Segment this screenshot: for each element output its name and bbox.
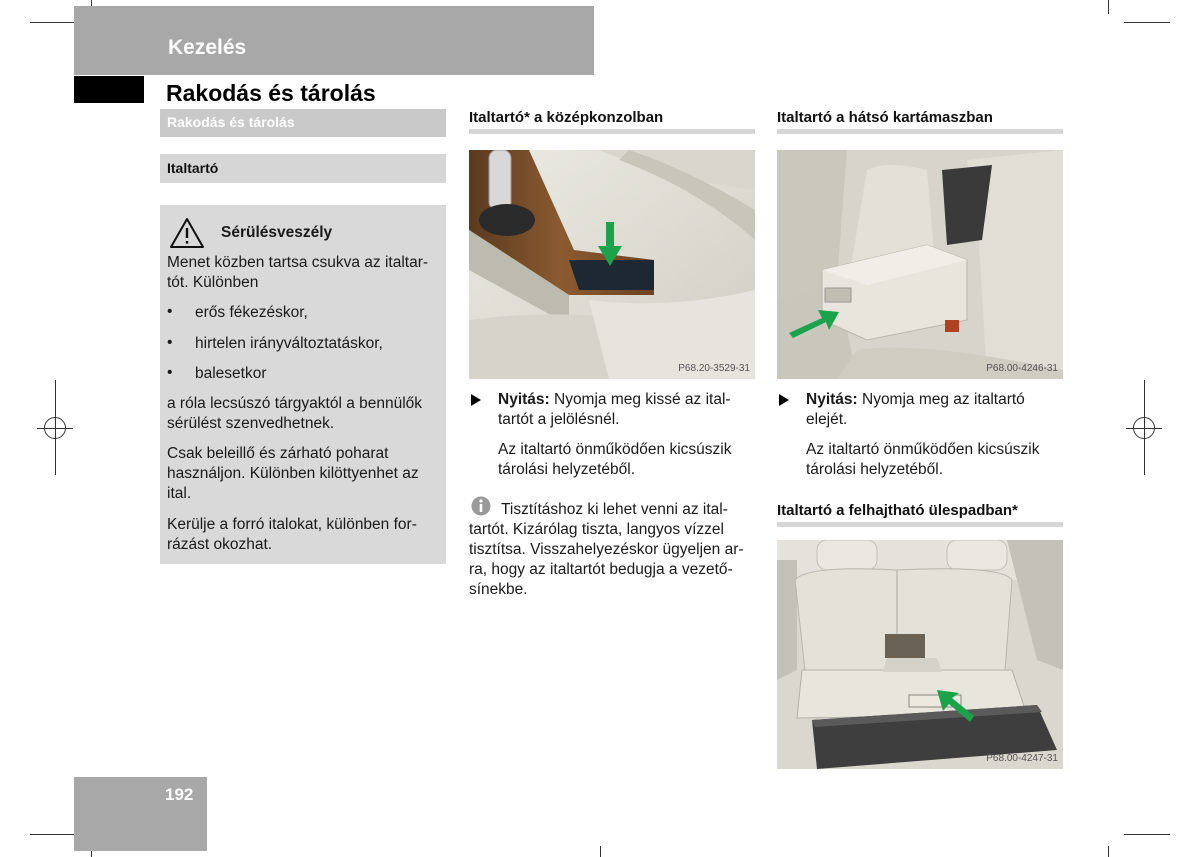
column-heading: Italtartó a felhajtható ülespadban* xyxy=(777,502,1018,519)
subsection-label xyxy=(160,109,446,137)
warning-list-item: erős fékezéskor, xyxy=(195,304,308,321)
registration-mark-icon xyxy=(37,410,73,446)
warning-text: használjon. Különben kilöttyenhet az xyxy=(167,465,419,482)
center-console-photo xyxy=(469,150,755,379)
rear-seat-bench-photo xyxy=(777,540,1063,769)
warning-text: Kerülje a forró italokat, különben for- xyxy=(167,516,417,533)
warning-text: tót. Különben xyxy=(167,274,259,291)
description-text: tárolási helyzetéből. xyxy=(806,461,943,478)
column-heading: Italtartó* a középkonzolban xyxy=(469,109,664,126)
section-title: Rakodás és tárolás xyxy=(166,80,376,106)
crop-mark xyxy=(600,846,601,857)
rear-armrest-illustration xyxy=(777,150,1063,379)
warning-triangle-icon xyxy=(168,216,206,250)
chapter-header-bar xyxy=(74,6,594,75)
bullet-arrow-icon xyxy=(779,394,789,406)
topic-label-text: Italtartó xyxy=(167,160,219,176)
instruction-label: Nyitás: xyxy=(498,391,550,408)
crop-mark xyxy=(1124,22,1170,23)
heading-rule xyxy=(469,129,755,134)
column-heading: Italtartó a hátsó kartámaszban xyxy=(777,109,993,126)
crop-mark xyxy=(30,834,76,835)
bullet-icon: • xyxy=(167,364,173,381)
center-console-illustration xyxy=(469,150,755,379)
topic-label xyxy=(160,154,446,183)
warning-text: Menet közben tartsa csukva az italtar- xyxy=(167,254,429,271)
photo-code: P68.00-4247-31 xyxy=(986,753,1058,764)
instruction-text: tartót a jelölésnél. xyxy=(498,411,620,428)
instruction-label: Nyitás: xyxy=(806,391,858,408)
warning-text: sérülést szenvedhetnek. xyxy=(167,415,335,432)
crop-mark xyxy=(1108,0,1109,14)
warning-text: Csak beleillő és zárható poharat xyxy=(167,445,389,462)
photo-code: P68.20-3529-31 xyxy=(678,363,750,374)
description-text: Az italtartó önműködően kicsúszik xyxy=(498,441,732,458)
warning-text: rázást okozhat. xyxy=(167,536,273,553)
chapter-title: Kezelés xyxy=(168,36,247,59)
page-number: 192 xyxy=(165,785,194,804)
subsection-label-text: Rakodás és tárolás xyxy=(167,114,295,130)
heading-rule xyxy=(777,522,1063,527)
info-text: tartót. Kizárólag tiszta, langyos vízzel xyxy=(469,521,725,538)
heading-rule xyxy=(777,129,1063,134)
bullet-icon: • xyxy=(167,303,173,320)
info-text: tisztítsa. Visszahelyezéskor ügyeljen ar- xyxy=(469,541,744,558)
info-text: ra, hogy az italtartót bedugja a vezető- xyxy=(469,561,733,578)
info-text: Tisztításhoz ki lehet venni az ital- xyxy=(501,501,728,518)
warning-text: a róla lecsúszó tárgyaktól a bennülők xyxy=(167,395,423,412)
description-text: Az italtartó önműködően kicsúszik xyxy=(806,441,1040,458)
bullet-icon: • xyxy=(167,334,173,351)
instruction-text xyxy=(498,390,754,410)
instruction-text: elejét. xyxy=(806,411,848,428)
registration-mark-icon xyxy=(1126,410,1162,446)
section-tab-marker xyxy=(74,76,144,103)
instruction-text-1: Nyomja meg az italtartó xyxy=(857,391,1025,408)
warning-list-item: balesetkor xyxy=(195,365,267,382)
rear-armrest-photo xyxy=(777,150,1063,379)
instruction-text-1: Nyomja meg kissé az ital- xyxy=(549,391,731,408)
warning-list-item: hirtelen irányváltoztatáskor, xyxy=(195,335,383,352)
photo-code: P68.00-4246-31 xyxy=(986,363,1058,374)
info-text: sínekbe. xyxy=(469,581,528,598)
description-text: tárolási helyzetéből. xyxy=(498,461,635,478)
instruction-text xyxy=(806,390,1062,410)
warning-box xyxy=(160,205,446,564)
bullet-arrow-icon xyxy=(471,394,481,406)
crop-mark xyxy=(30,22,78,23)
crop-mark xyxy=(1124,834,1170,835)
info-icon xyxy=(471,496,491,516)
warning-title: Sérülésveszély xyxy=(221,224,333,241)
rear-seat-bench-illustration xyxy=(777,540,1063,769)
warning-text: ital. xyxy=(167,485,192,502)
crop-mark xyxy=(1108,846,1109,857)
